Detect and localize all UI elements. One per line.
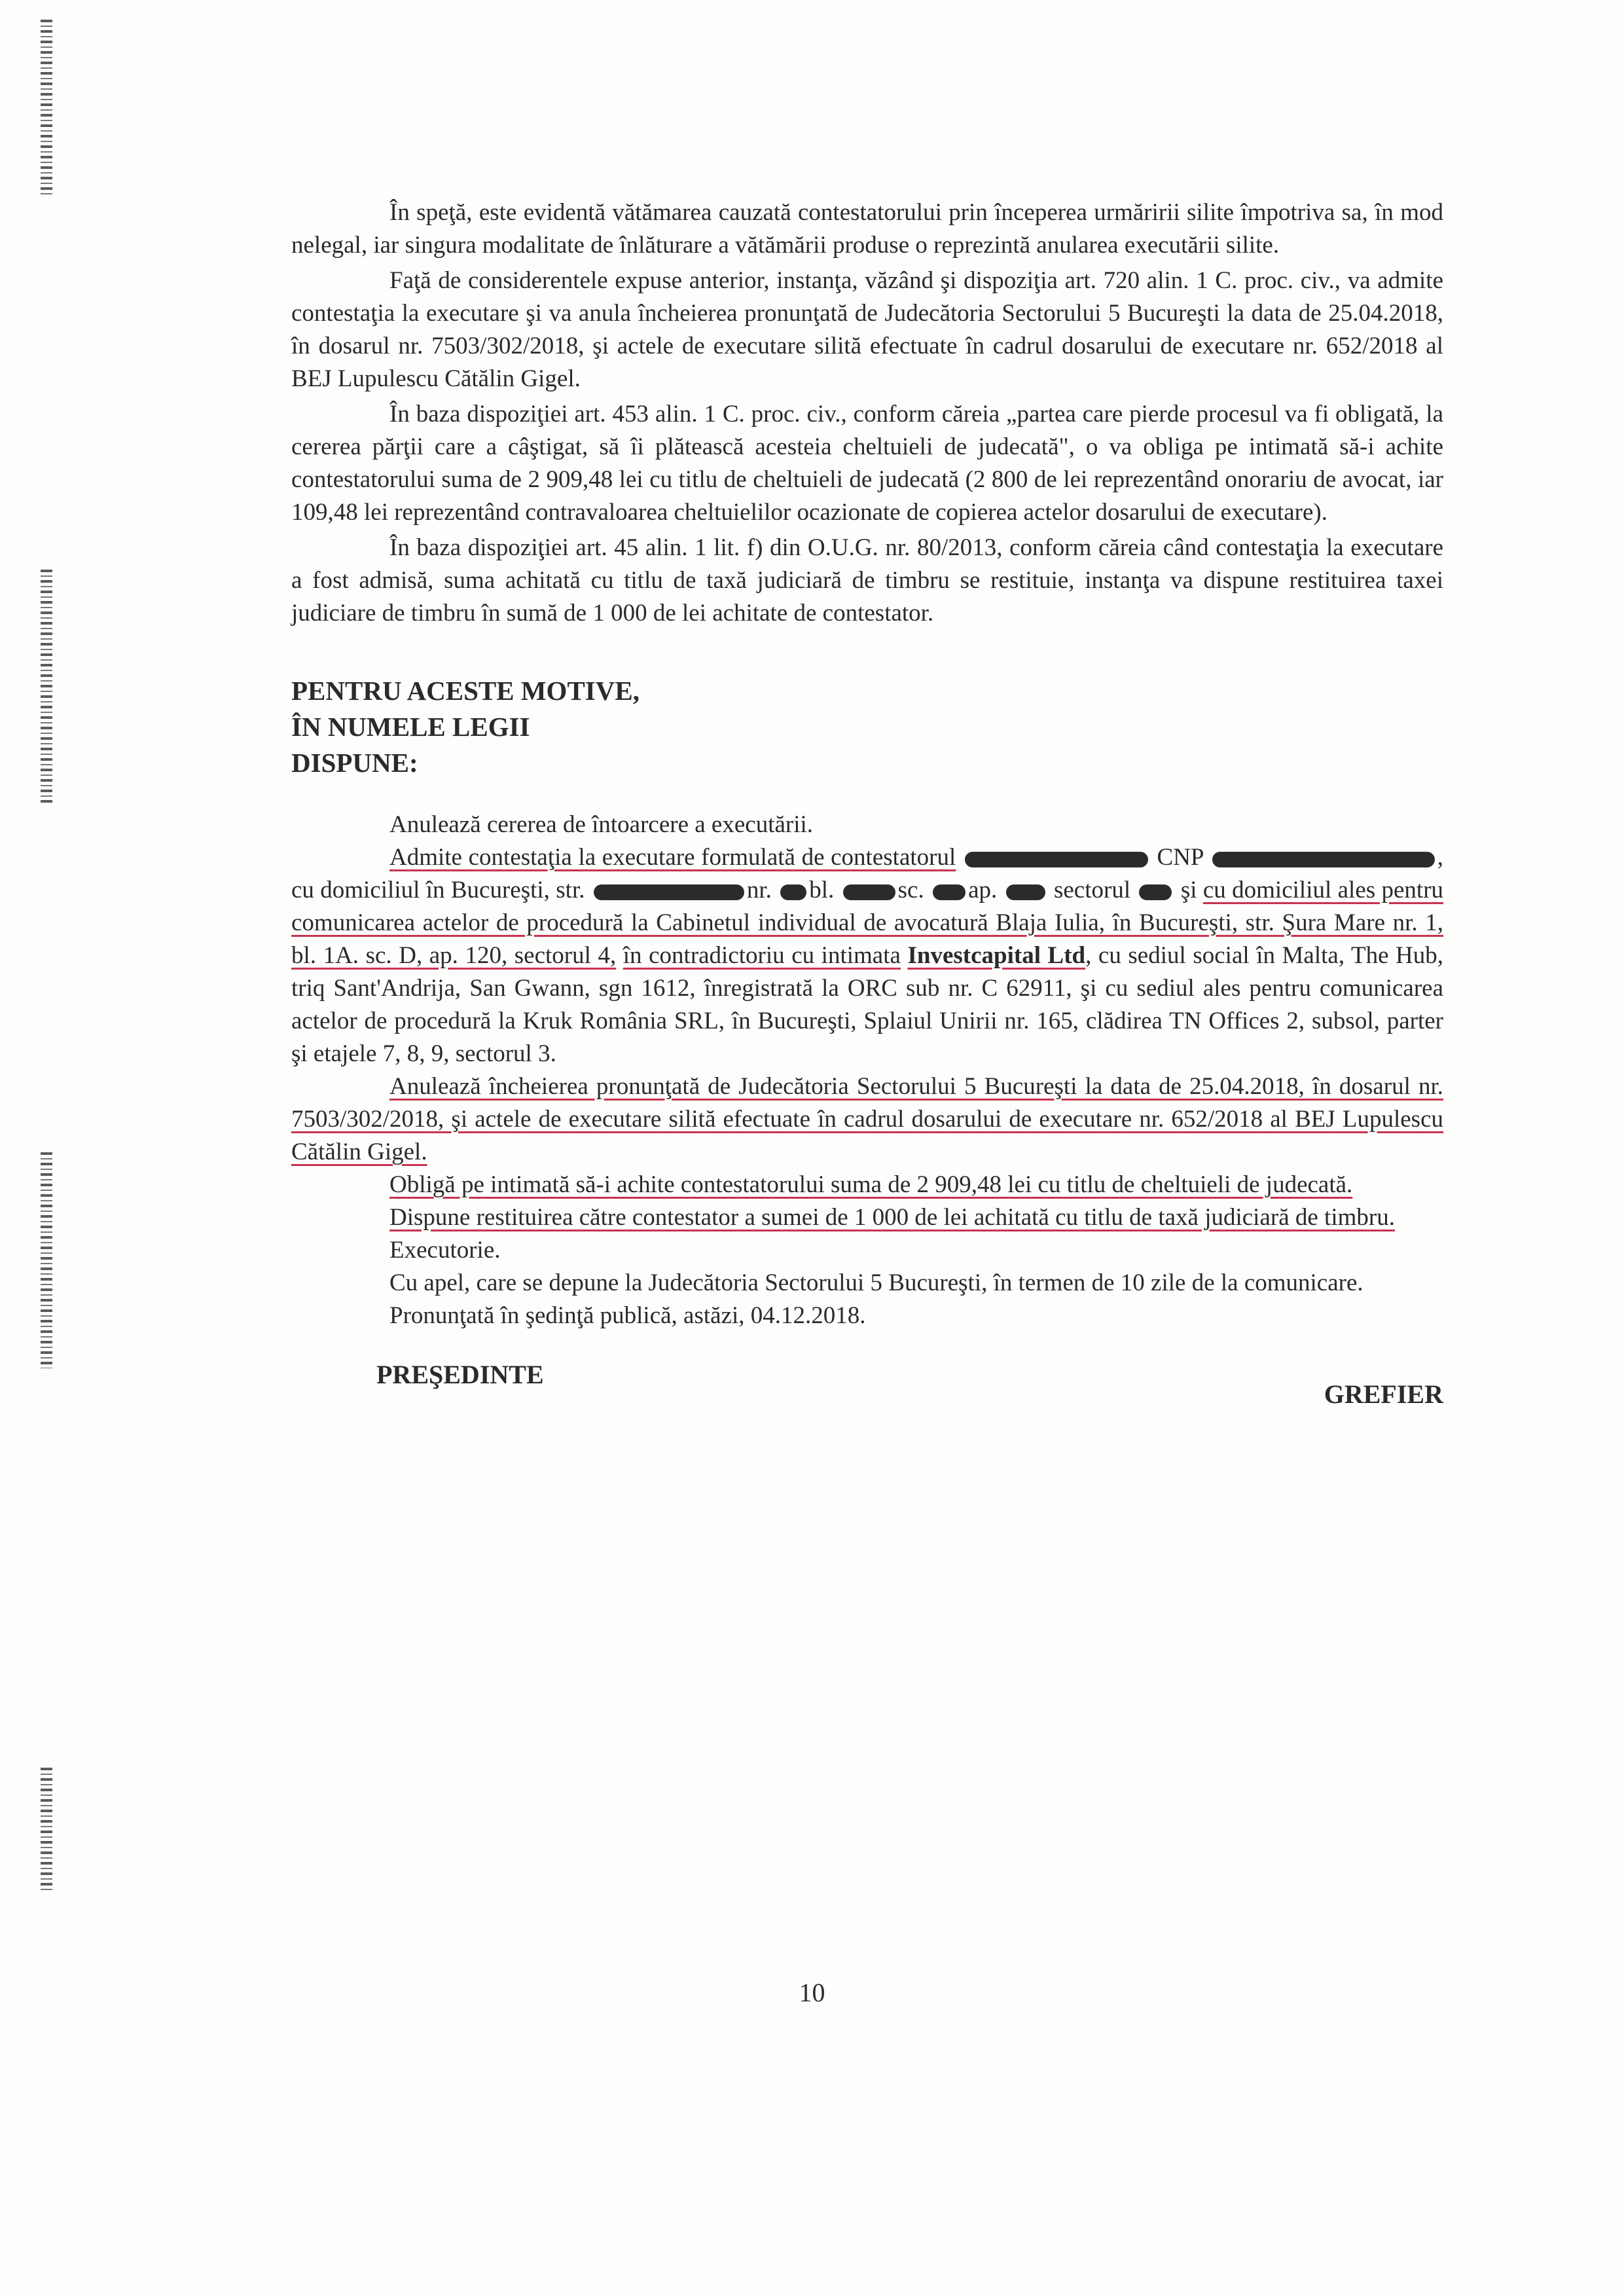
dispositive-5: [291, 1201, 1443, 1234]
redaction: [1139, 884, 1172, 900]
document-page: [291, 196, 1443, 1411]
paragraph-1: În speţă, este evidentă vătămarea cauzată contestatorului prin începerea urmăririi silite împotriva sa, în mod nelegal, iar singura modalitate de înlăturare a vătămării produse o reprezintă anularea executării silite.: [291, 199, 1443, 259]
scan-edge-mark: [41, 20, 52, 196]
signature-block: [291, 1358, 1443, 1411]
contradictory-text: în contradictoriu cu intimata: [623, 942, 901, 969]
ap-label: ap.: [968, 877, 998, 903]
company-name: Investcapital Ltd: [907, 942, 1086, 969]
admite-text: Admite contestaţia la executare formulată de contestatorul: [389, 844, 956, 871]
paragraph-2: Faţă de considerentele expuse anterior, instanţa, văzând şi dispoziţia art. 720 alin. 1 C. proc. civ., va admite contestaţia la executare şi va anula încheierea pronunţată de Judecătoria Sectorului 5 Bucureşti la data de 25.04.2018, în dosarul nr. 7503/302/2018, şi actele de executare silită efectuate în cadrul dosarului de executare nr. 652/2018 al BEJ Lupulescu Cătălin Gigel.: [291, 267, 1443, 392]
redaction: [1006, 884, 1045, 900]
dispositive-8: Pronunţată în şedinţă publică, astăzi, 04.12.2018.: [389, 1302, 866, 1329]
dispositive-1: Anulează cererea de întoarcere a executării.: [389, 811, 814, 838]
heading-line-3: DISPUNE:: [291, 748, 418, 778]
scan-edge-mark: [41, 570, 52, 805]
redaction: [965, 852, 1148, 867]
scan-edge-mark: [41, 1152, 52, 1368]
si-text: şi: [1180, 877, 1197, 903]
bl-label: bl.: [809, 877, 835, 903]
heading-line-1: PENTRU ACESTE MOTIVE,: [291, 676, 640, 706]
redaction: [843, 884, 895, 900]
redaction: [933, 884, 965, 900]
dispositive-7: Cu apel, care se depune la Judecătoria Sectorului 5 Bucureşti, în termen de 10 zile de la comunicare.: [389, 1269, 1363, 1296]
company-details: , cu sediul social în Malta, The Hub, triq Sant'Andrija, San Gwann, sgn 1612, înregistrată la ORC sub nr. C 62911, şi cu sediul ales pentru comunicarea actelor de procedură la Kruk România SRL, în Bucureşti, Splaiul Unirii nr. 165, clădirea TN Offices 2, subsol, parter şi etajele 7, 8, 9, sectorul 3.: [291, 942, 1444, 1067]
dispositive-2: [291, 841, 1443, 1070]
domicile-text: , cu domiciliul în Bucureşti, str.: [291, 844, 1444, 903]
cnp-label: CNP: [1157, 844, 1204, 871]
paragraph-3: În baza dispoziţiei art. 453 alin. 1 C. proc. civ., conform căreia „partea care pierde procesul va fi obligată, la cererea părţii care a câştigat, să îi plătească acesteia cheltuieli de judecată", o va obliga pe intimată să-i achite contestatorului suma de 2 909,48 lei cu titlu de cheltuieli de judecată (2 800 de lei reprezentând onorariu de avocat, iar 109,48 lei reprezentând contravaloarea cheltuielilor ocazionate de copierea actelor dosarului de executare).: [291, 401, 1443, 526]
clerk-label: GREFIER: [1324, 1379, 1443, 1409]
dispositive-heading: [291, 673, 1443, 781]
sc-label: sc.: [897, 877, 924, 903]
anuleaza-text: Anulează încheierea pronunţată de Judecătoria Sectorului 5 Bucureşti la data de 25.04.2018, în dosarul nr. 7503/302/2018, şi actele de executare silită efectuate în cadrul dosarului de executare nr. 652/2018 al BEJ Lupulescu Cătălin Gigel.: [291, 1073, 1443, 1165]
chosen-domicile-text: cu domiciliul ales pentru comunicarea actelor de procedură la Cabinetul individual de avocatură Blaja Iulia, în Bucureşti, str. Şura Mare nr. 1, bl. 1A. sc. D, ap. 120, sectorul 4,: [291, 877, 1444, 969]
page-number: 10: [799, 1978, 825, 2007]
scan-edge-mark: [41, 1768, 52, 1892]
obliga-text: Obligă pe intimată să-i achite contestatorului suma de 2 909,48 lei cu titlu de cheltuieli de judecată.: [389, 1171, 1353, 1198]
dispune-text: Dispune restituirea către contestator a sumei de 1 000 de lei achitată cu titlu de taxă judiciară de timbru.: [389, 1204, 1395, 1231]
redaction: [1212, 852, 1435, 867]
nr-label: nr.: [746, 877, 772, 903]
dispositive-4: [291, 1169, 1443, 1201]
dispositive-3: [291, 1070, 1443, 1169]
sector-label: sectorul: [1053, 877, 1131, 903]
redaction: [594, 884, 744, 900]
dispositive-6: Executorie.: [389, 1237, 501, 1264]
redaction: [780, 884, 806, 900]
president-label: PREŞEDINTE: [376, 1360, 544, 1389]
paragraph-4: În baza dispoziţiei art. 45 alin. 1 lit. f) din O.U.G. nr. 80/2013, conform căreia când contestaţia la executare a fost admisă, suma achitată cu titlu de taxă judiciară de timbru se restituie, instanţa va dispune restituirea taxei judiciare de timbru în sumă de 1 000 de lei achitate de contestator.: [291, 534, 1443, 627]
heading-line-2: ÎN NUMELE LEGII: [291, 712, 530, 742]
